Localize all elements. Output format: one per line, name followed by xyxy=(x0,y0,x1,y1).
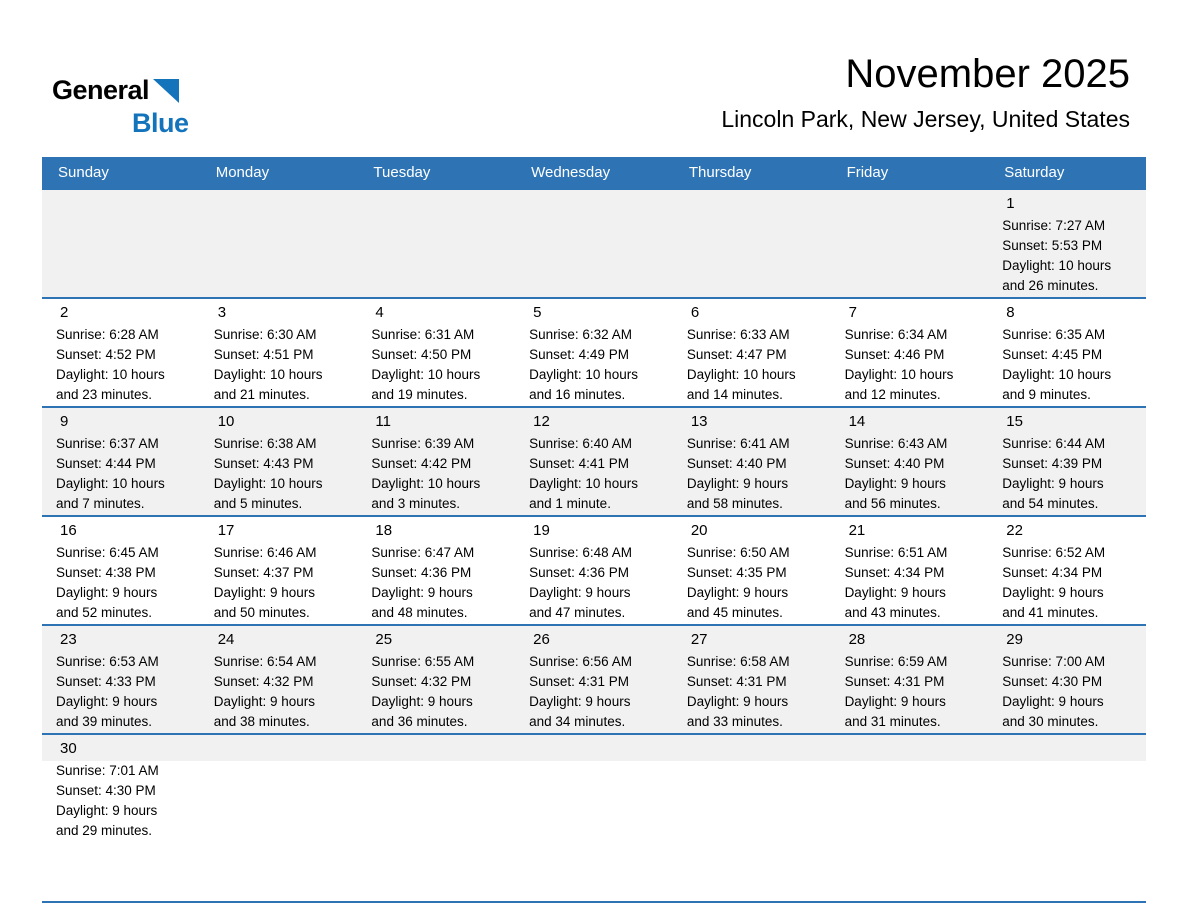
week-row-5 xyxy=(42,624,1146,733)
day-cell-29 xyxy=(988,626,1146,733)
day-number: 27 xyxy=(690,631,708,648)
day-cell-empty xyxy=(988,735,1146,901)
day-detail-line: Daylight: 9 hours xyxy=(529,585,631,600)
day-number: 12 xyxy=(533,413,550,430)
day-detail-line: and 16 minutes. xyxy=(529,387,626,402)
day-detail-line: and 7 minutes. xyxy=(56,496,145,511)
day-detail-line: Daylight: 9 hours xyxy=(1002,694,1104,709)
day-detail-line: and 19 minutes. xyxy=(371,387,468,402)
day-number: 18 xyxy=(375,522,393,539)
weekday-header-wednesday: Wednesday xyxy=(531,164,611,181)
day-detail-line: Sunset: 4:37 PM xyxy=(213,565,314,580)
day-number: 8 xyxy=(1006,304,1015,321)
day-cell-empty xyxy=(200,190,358,297)
day-cell-27 xyxy=(673,626,831,733)
day-detail-line: and 1 minute. xyxy=(529,496,611,511)
day-cell-14 xyxy=(831,408,989,515)
day-detail-line: and 31 minutes. xyxy=(844,714,941,729)
day-number: 23 xyxy=(60,631,77,648)
day-detail-line: Sunrise: 6:28 AM xyxy=(56,327,159,342)
day-detail-line: Daylight: 9 hours xyxy=(371,585,473,600)
day-detail-line: Sunset: 4:40 PM xyxy=(844,456,945,471)
day-detail-line: Sunset: 4:41 PM xyxy=(529,456,629,471)
day-cell-22 xyxy=(988,517,1146,624)
day-number: 26 xyxy=(533,631,550,648)
day-cell-3 xyxy=(200,299,358,406)
day-detail-line: Daylight: 10 hours xyxy=(56,367,165,382)
day-detail-line: Sunrise: 6:54 AM xyxy=(213,654,317,669)
day-detail-line: Sunrise: 6:31 AM xyxy=(371,327,475,342)
logo-triangle-icon xyxy=(153,79,179,111)
day-cell-24 xyxy=(200,626,358,733)
day-detail-line: and 23 minutes. xyxy=(56,387,153,402)
day-cell-4 xyxy=(357,299,515,406)
day-cell-19 xyxy=(515,517,673,624)
day-cell-12 xyxy=(515,408,673,515)
day-detail-line: Daylight: 9 hours xyxy=(56,803,158,818)
day-detail-line: Daylight: 9 hours xyxy=(844,694,946,709)
day-cell-empty xyxy=(673,190,831,297)
day-cell-empty xyxy=(200,735,358,901)
day-detail-line: and 41 minutes. xyxy=(1002,605,1099,620)
day-detail-line: Daylight: 10 hours xyxy=(1002,367,1112,382)
day-detail-line: and 39 minutes. xyxy=(56,714,153,729)
day-detail-line: and 29 minutes. xyxy=(56,823,153,838)
day-detail-line: Daylight: 9 hours xyxy=(56,694,158,709)
day-detail-line: and 33 minutes. xyxy=(686,714,783,729)
weekday-header-monday: Monday xyxy=(215,164,270,181)
page-header xyxy=(0,0,1188,138)
day-detail-line: Sunrise: 6:45 AM xyxy=(56,545,159,560)
weekday-header-friday: Friday xyxy=(846,164,889,181)
page-title: November 2025 xyxy=(845,52,1130,96)
day-cell-26 xyxy=(515,626,673,733)
weekday-header-saturday: Saturday xyxy=(1004,164,1065,181)
day-detail-line: Sunrise: 6:30 AM xyxy=(213,327,317,342)
day-detail-line: Sunset: 4:40 PM xyxy=(686,456,787,471)
day-cell-23 xyxy=(42,626,200,733)
calendar-grid xyxy=(42,188,1146,903)
day-number: 28 xyxy=(848,631,866,648)
day-detail-line: Sunset: 4:35 PM xyxy=(686,565,787,580)
day-detail-line: and 56 minutes. xyxy=(844,496,941,511)
day-detail-line: Daylight: 9 hours xyxy=(686,585,789,600)
page-subtitle: Lincoln Park, New Jersey, United States xyxy=(721,106,1130,132)
day-detail-line: Daylight: 10 hours xyxy=(686,367,796,382)
day-detail-line: Daylight: 9 hours xyxy=(56,585,158,600)
day-detail-line: Sunset: 4:30 PM xyxy=(56,783,156,798)
day-cell-21 xyxy=(831,517,989,624)
day-detail-line: Daylight: 10 hours xyxy=(56,476,165,491)
day-number: 9 xyxy=(60,413,69,430)
day-detail-line: Sunrise: 6:32 AM xyxy=(529,327,632,342)
day-cell-empty xyxy=(831,190,989,297)
day-number: 5 xyxy=(533,304,542,321)
day-cell-5 xyxy=(515,299,673,406)
day-detail-line: Daylight: 10 hours xyxy=(371,476,481,491)
day-detail-line: Sunrise: 6:55 AM xyxy=(371,654,475,669)
day-number: 25 xyxy=(375,631,393,648)
day-detail-line: Sunset: 4:50 PM xyxy=(371,347,472,362)
day-detail-line: Daylight: 10 hours xyxy=(529,476,638,491)
day-detail-line: Sunrise: 6:52 AM xyxy=(1002,545,1106,560)
day-detail-line: Sunrise: 6:58 AM xyxy=(686,654,790,669)
day-cell-18 xyxy=(357,517,515,624)
day-detail-line: Sunrise: 6:50 AM xyxy=(686,545,790,560)
day-number: 16 xyxy=(60,522,77,539)
day-detail-line: Daylight: 9 hours xyxy=(844,585,946,600)
day-cell-11 xyxy=(357,408,515,515)
day-detail-line: Sunrise: 6:46 AM xyxy=(213,545,317,560)
day-detail-line: Daylight: 10 hours xyxy=(213,476,323,491)
day-detail-line: and 58 minutes. xyxy=(686,496,783,511)
week-row-3 xyxy=(42,406,1146,515)
day-detail-line: Daylight: 9 hours xyxy=(686,694,789,709)
day-cell-15 xyxy=(988,408,1146,515)
general-blue-logo xyxy=(52,75,189,140)
day-detail-line: Sunset: 4:45 PM xyxy=(1002,347,1103,362)
day-cell-empty xyxy=(42,190,200,297)
day-number: 24 xyxy=(217,631,235,648)
day-cell-8 xyxy=(988,299,1146,406)
day-detail-line: Sunset: 4:47 PM xyxy=(686,347,787,362)
day-detail-line: Sunrise: 6:40 AM xyxy=(529,436,632,451)
day-detail-line: Sunrise: 6:39 AM xyxy=(371,436,475,451)
week-row-2 xyxy=(42,297,1146,406)
day-detail-line: Daylight: 9 hours xyxy=(371,694,473,709)
day-detail-line: Sunset: 4:46 PM xyxy=(844,347,945,362)
day-detail-line: and 45 minutes. xyxy=(686,605,783,620)
logo-row-bottom xyxy=(132,108,189,140)
day-detail-line: Sunset: 4:39 PM xyxy=(1002,456,1103,471)
day-detail-line: Sunrise: 6:47 AM xyxy=(371,545,475,560)
day-detail-line: Sunset: 4:31 PM xyxy=(686,674,787,689)
day-detail-line: and 5 minutes. xyxy=(213,496,303,511)
day-detail-line: Sunset: 4:32 PM xyxy=(371,674,472,689)
day-detail-line: Sunrise: 6:33 AM xyxy=(686,327,790,342)
day-detail-line: Sunset: 4:44 PM xyxy=(56,456,156,471)
day-cell-6 xyxy=(673,299,831,406)
day-detail-line: Sunrise: 6:37 AM xyxy=(56,436,159,451)
day-cell-empty xyxy=(357,190,515,297)
day-cell-10 xyxy=(200,408,358,515)
day-detail-line: Sunrise: 6:59 AM xyxy=(844,654,948,669)
day-detail-line: and 21 minutes. xyxy=(213,387,310,402)
day-detail-line: Sunrise: 6:35 AM xyxy=(1002,327,1106,342)
day-detail-line: and 30 minutes. xyxy=(1002,714,1099,729)
week-row-6 xyxy=(42,733,1146,903)
day-detail-line: Daylight: 9 hours xyxy=(686,476,789,491)
day-number: 4 xyxy=(375,304,384,321)
day-detail-line: Sunrise: 7:01 AM xyxy=(56,763,159,778)
logo-text-blue: Blue xyxy=(132,108,189,138)
day-detail-line: and 9 minutes. xyxy=(1002,387,1091,402)
day-detail-line: Sunset: 4:36 PM xyxy=(529,565,629,580)
day-detail-line: Sunrise: 6:43 AM xyxy=(844,436,948,451)
day-cell-7 xyxy=(831,299,989,406)
day-detail-line: Sunset: 4:49 PM xyxy=(529,347,629,362)
day-detail-line: and 36 minutes. xyxy=(371,714,468,729)
day-number: 17 xyxy=(217,522,235,539)
day-cell-2 xyxy=(42,299,200,406)
day-detail-line: Sunset: 4:31 PM xyxy=(529,674,629,689)
day-number: 6 xyxy=(690,304,700,321)
week-row-4 xyxy=(42,515,1146,624)
day-detail-line: Sunset: 4:34 PM xyxy=(844,565,945,580)
day-detail-line: Sunset: 4:30 PM xyxy=(1002,674,1103,689)
day-detail-line: and 43 minutes. xyxy=(844,605,941,620)
weekday-header-tuesday: Tuesday xyxy=(373,164,431,181)
weekday-header-thursday: Thursday xyxy=(688,164,752,181)
day-detail-line: and 50 minutes. xyxy=(213,605,310,620)
day-detail-line: Daylight: 9 hours xyxy=(213,585,316,600)
day-detail-line: Sunset: 4:43 PM xyxy=(213,456,314,471)
day-detail-line: and 26 minutes. xyxy=(1002,278,1099,293)
day-number: 3 xyxy=(217,304,227,321)
day-cell-empty xyxy=(357,735,515,901)
day-cell-16 xyxy=(42,517,200,624)
title-block xyxy=(721,52,1130,134)
logo-text-general: General xyxy=(52,75,150,105)
day-number: 29 xyxy=(1006,631,1023,648)
day-detail-line: Sunrise: 7:27 AM xyxy=(1002,218,1106,233)
day-detail-line: Sunset: 4:34 PM xyxy=(1002,565,1103,580)
day-number: 10 xyxy=(217,413,235,430)
day-detail-line: Sunrise: 6:44 AM xyxy=(1002,436,1106,451)
day-cell-25 xyxy=(357,626,515,733)
week-row-1 xyxy=(42,188,1146,297)
day-cell-1 xyxy=(988,190,1146,297)
day-detail-line: and 3 minutes. xyxy=(371,496,460,511)
weekday-header-sunday: Sunday xyxy=(58,164,109,181)
day-detail-line: Sunset: 4:52 PM xyxy=(56,347,156,362)
day-detail-line: Sunrise: 7:00 AM xyxy=(1002,654,1106,669)
calendar xyxy=(42,157,1146,903)
day-detail-line: Daylight: 10 hours xyxy=(213,367,323,382)
day-detail-line: and 52 minutes. xyxy=(56,605,153,620)
day-detail-line: Sunset: 4:36 PM xyxy=(371,565,472,580)
day-detail-line: Daylight: 10 hours xyxy=(844,367,954,382)
day-detail-line: and 34 minutes. xyxy=(529,714,626,729)
day-detail-line: Sunrise: 6:51 AM xyxy=(844,545,948,560)
day-detail-line: Sunrise: 6:53 AM xyxy=(56,654,159,669)
day-detail-line: Daylight: 9 hours xyxy=(213,694,316,709)
day-detail-line: Sunset: 4:31 PM xyxy=(844,674,945,689)
day-detail-line: Daylight: 10 hours xyxy=(529,367,638,382)
day-number: 30 xyxy=(60,740,77,757)
day-detail-line: Sunset: 4:38 PM xyxy=(56,565,156,580)
day-detail-line: Sunrise: 6:38 AM xyxy=(213,436,317,451)
weekday-header-row xyxy=(42,157,1146,188)
day-number: 21 xyxy=(848,522,866,539)
day-detail-line: and 38 minutes. xyxy=(213,714,310,729)
day-detail-line: Daylight: 9 hours xyxy=(1002,476,1104,491)
day-cell-empty xyxy=(831,735,989,901)
day-detail-line: and 54 minutes. xyxy=(1002,496,1099,511)
day-detail-line: Sunrise: 6:41 AM xyxy=(686,436,790,451)
day-cell-empty xyxy=(515,735,673,901)
day-number: 14 xyxy=(848,413,866,430)
day-number: 20 xyxy=(690,522,708,539)
day-number: 13 xyxy=(690,413,708,430)
day-detail-line: Sunrise: 6:34 AM xyxy=(844,327,948,342)
day-cell-empty xyxy=(673,735,831,901)
day-detail-line: and 12 minutes. xyxy=(844,387,941,402)
day-number: 2 xyxy=(60,304,69,321)
day-cell-17 xyxy=(200,517,358,624)
day-detail-line: Daylight: 9 hours xyxy=(844,476,946,491)
day-cell-13 xyxy=(673,408,831,515)
day-detail-line: Sunset: 4:51 PM xyxy=(213,347,314,362)
day-number: 7 xyxy=(848,304,857,321)
day-detail-line: Sunrise: 6:48 AM xyxy=(529,545,632,560)
day-detail-line: Sunset: 4:33 PM xyxy=(56,674,156,689)
day-detail-line: Daylight: 9 hours xyxy=(529,694,631,709)
day-number: 11 xyxy=(375,413,391,430)
day-detail-line: and 48 minutes. xyxy=(371,605,468,620)
day-detail-line: Sunset: 5:53 PM xyxy=(1002,238,1103,253)
day-detail-line: Daylight: 10 hours xyxy=(371,367,481,382)
day-detail-line: Sunrise: 6:56 AM xyxy=(529,654,632,669)
day-detail-line: Daylight: 10 hours xyxy=(1002,258,1112,273)
day-detail-line: and 47 minutes. xyxy=(529,605,626,620)
day-number: 15 xyxy=(1006,413,1023,430)
day-detail-line: Sunset: 4:42 PM xyxy=(371,456,472,471)
day-cell-30 xyxy=(42,735,200,901)
day-number: 22 xyxy=(1006,522,1023,539)
day-cell-28 xyxy=(831,626,989,733)
day-detail-line: and 14 minutes. xyxy=(686,387,783,402)
day-number: 1 xyxy=(1006,195,1015,212)
day-detail-line: Daylight: 9 hours xyxy=(1002,585,1104,600)
day-cell-empty xyxy=(515,190,673,297)
logo-row-top xyxy=(52,75,189,111)
day-number: 19 xyxy=(533,522,550,539)
day-detail-line: Sunset: 4:32 PM xyxy=(213,674,314,689)
day-cell-9 xyxy=(42,408,200,515)
day-cell-20 xyxy=(673,517,831,624)
